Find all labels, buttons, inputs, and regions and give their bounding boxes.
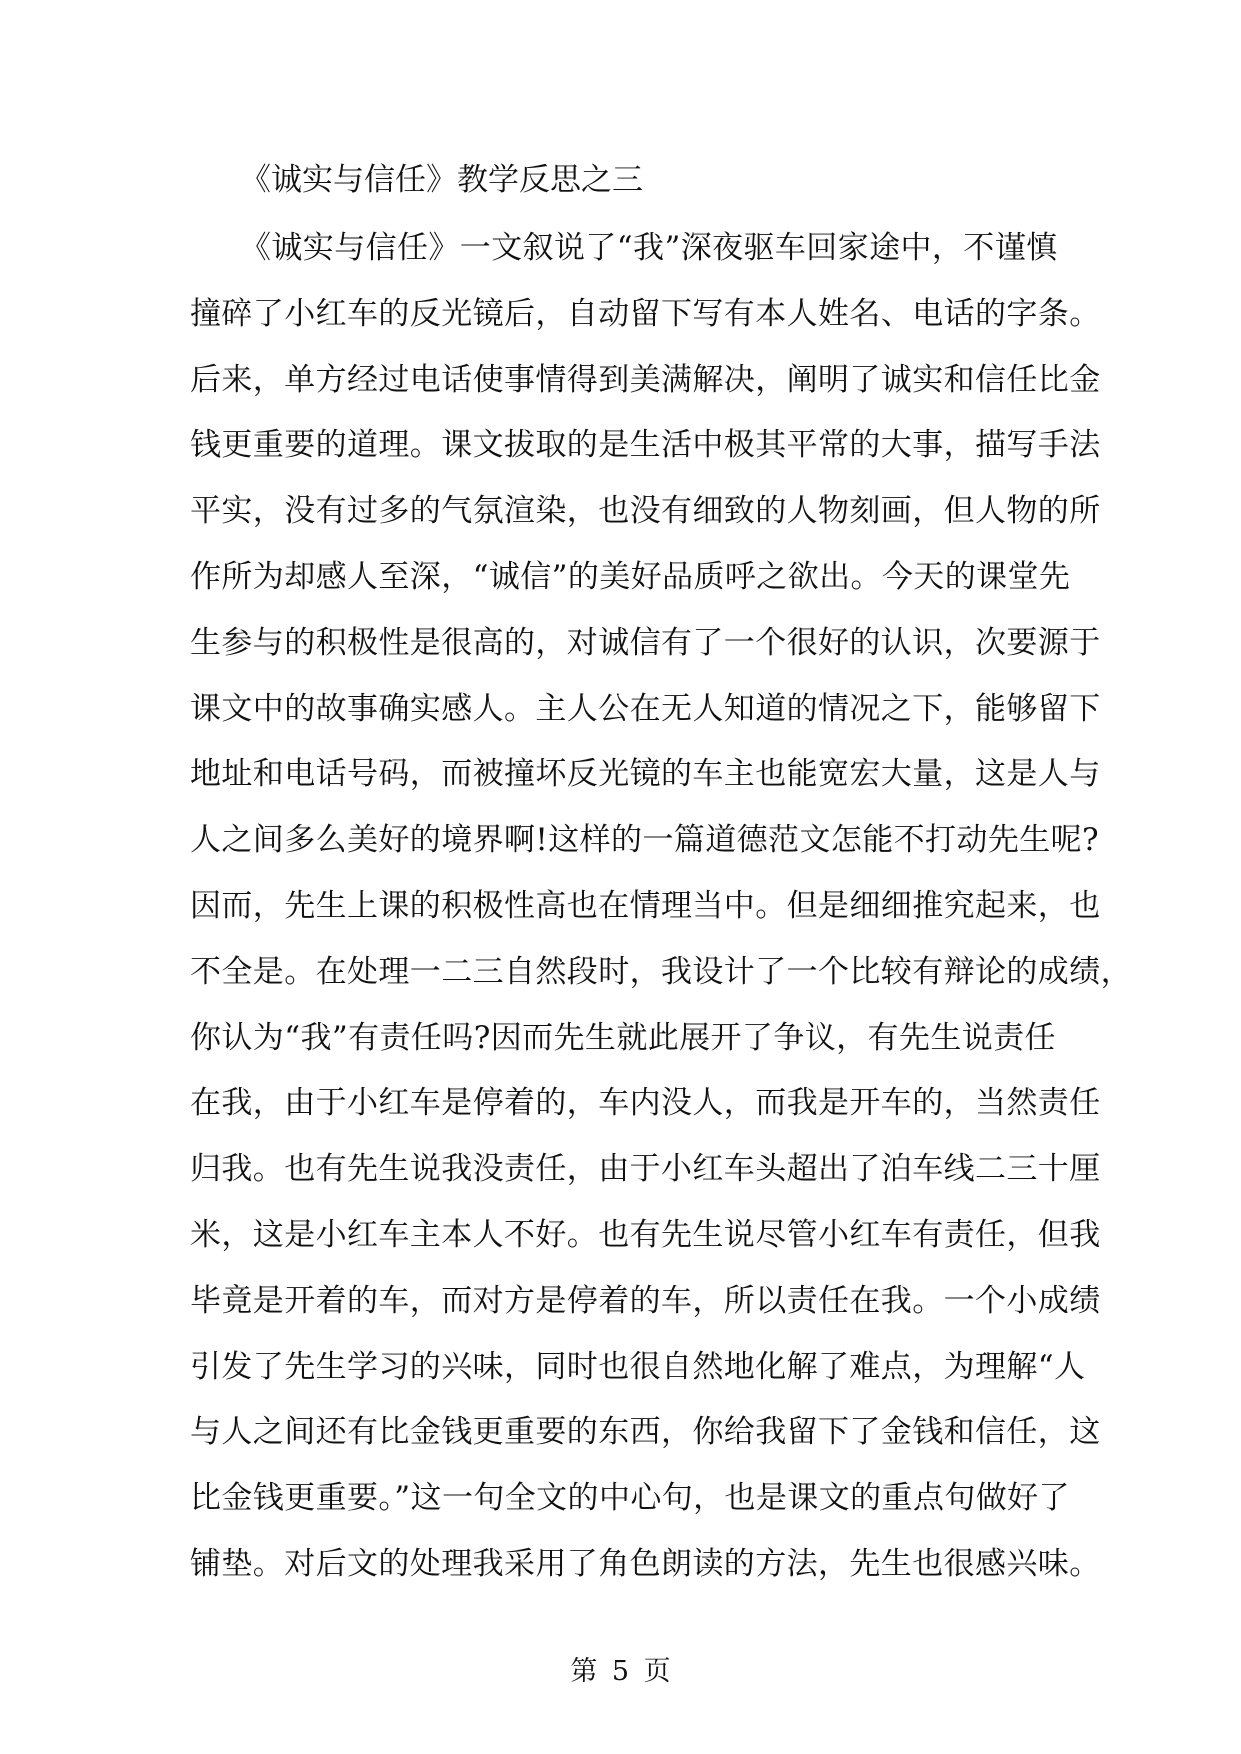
body-line: 地址和电话号码，而被撞坏反光镜的车主也能宽宏大量，这是人与 bbox=[190, 756, 1101, 793]
body-line: 生参与的积极性是很高的，对诚信有了一个很好的认识，次要源于 bbox=[190, 624, 1101, 661]
body-line: 钱更重要的道理。课文拔取的是生活中极其平常的大事，描写手法 bbox=[190, 427, 1101, 464]
body-line: 人之间多么美好的境界啊!这样的一篇道德范文怎能不打动先生呢? bbox=[190, 822, 1100, 859]
body-line: 撞碎了小红车的反光镜后，自动留下写有本人姓名、电话的字条。 bbox=[190, 295, 1101, 332]
body-line: 《诚实与信任》一文叙说了“我”深夜驱车回家途中，不谨慎 bbox=[240, 230, 1058, 266]
document-title: 《诚实与信任》教学反思之三 bbox=[240, 162, 643, 198]
body-line: 引发了先生学习的兴味，同时也很自然地化解了难点，为理解“人 bbox=[190, 1348, 1086, 1385]
page-number: 第 5 页 bbox=[570, 1656, 671, 1687]
body-line: 在我，由于小红车是停着的，车内没人，而我是开车的，当然责任 bbox=[190, 1085, 1101, 1122]
body-line: 归我。也有先生说我没责任，由于小红车头超出了泊车线二三十厘 bbox=[190, 1151, 1101, 1188]
body-line: 课文中的故事确实感人。主人公在无人知道的情况之下，能够留下 bbox=[190, 690, 1101, 727]
body-line: 因而，先生上课的积极性高也在情理当中。但是细细推究起来，也 bbox=[190, 887, 1101, 924]
body-line: 平实，没有过多的气氛渲染，也没有细致的人物刻画，但人物的所 bbox=[190, 493, 1101, 530]
body-line: 米，这是小红车主本人不好。也有先生说尽管小红车有责任，但我 bbox=[190, 1216, 1101, 1253]
body-line: 铺垫。对后文的处理我采用了角色朗读的方法，先生也很感兴味。 bbox=[190, 1545, 1101, 1582]
document-body bbox=[190, 228, 1132, 1610]
body-line: 比金钱更重要。”这一句全文的中心句，也是课文的重点句做好了 bbox=[190, 1480, 1070, 1517]
body-line: 作所为却感人至深，“诚信”的美好品质呼之欲出。今天的课堂先 bbox=[190, 558, 1071, 595]
body-line: 后来，单方经过电话使事情得到美满解决，阐明了诚实和信任比金 bbox=[190, 361, 1101, 398]
body-line: 不全是。在处理一二三自然段时，我设计了一个比较有辩论的成绩， bbox=[190, 953, 1132, 990]
body-line: 毕竟是开着的车，而对方是停着的车，所以责任在我。一个小成绩 bbox=[190, 1282, 1101, 1319]
body-line: 与人之间还有比金钱更重要的东西，你给我留下了金钱和信任，这 bbox=[190, 1414, 1101, 1451]
body-line: 你认为“我”有责任吗?因而先生就此展开了争议，有先生说责任 bbox=[190, 1019, 1056, 1056]
